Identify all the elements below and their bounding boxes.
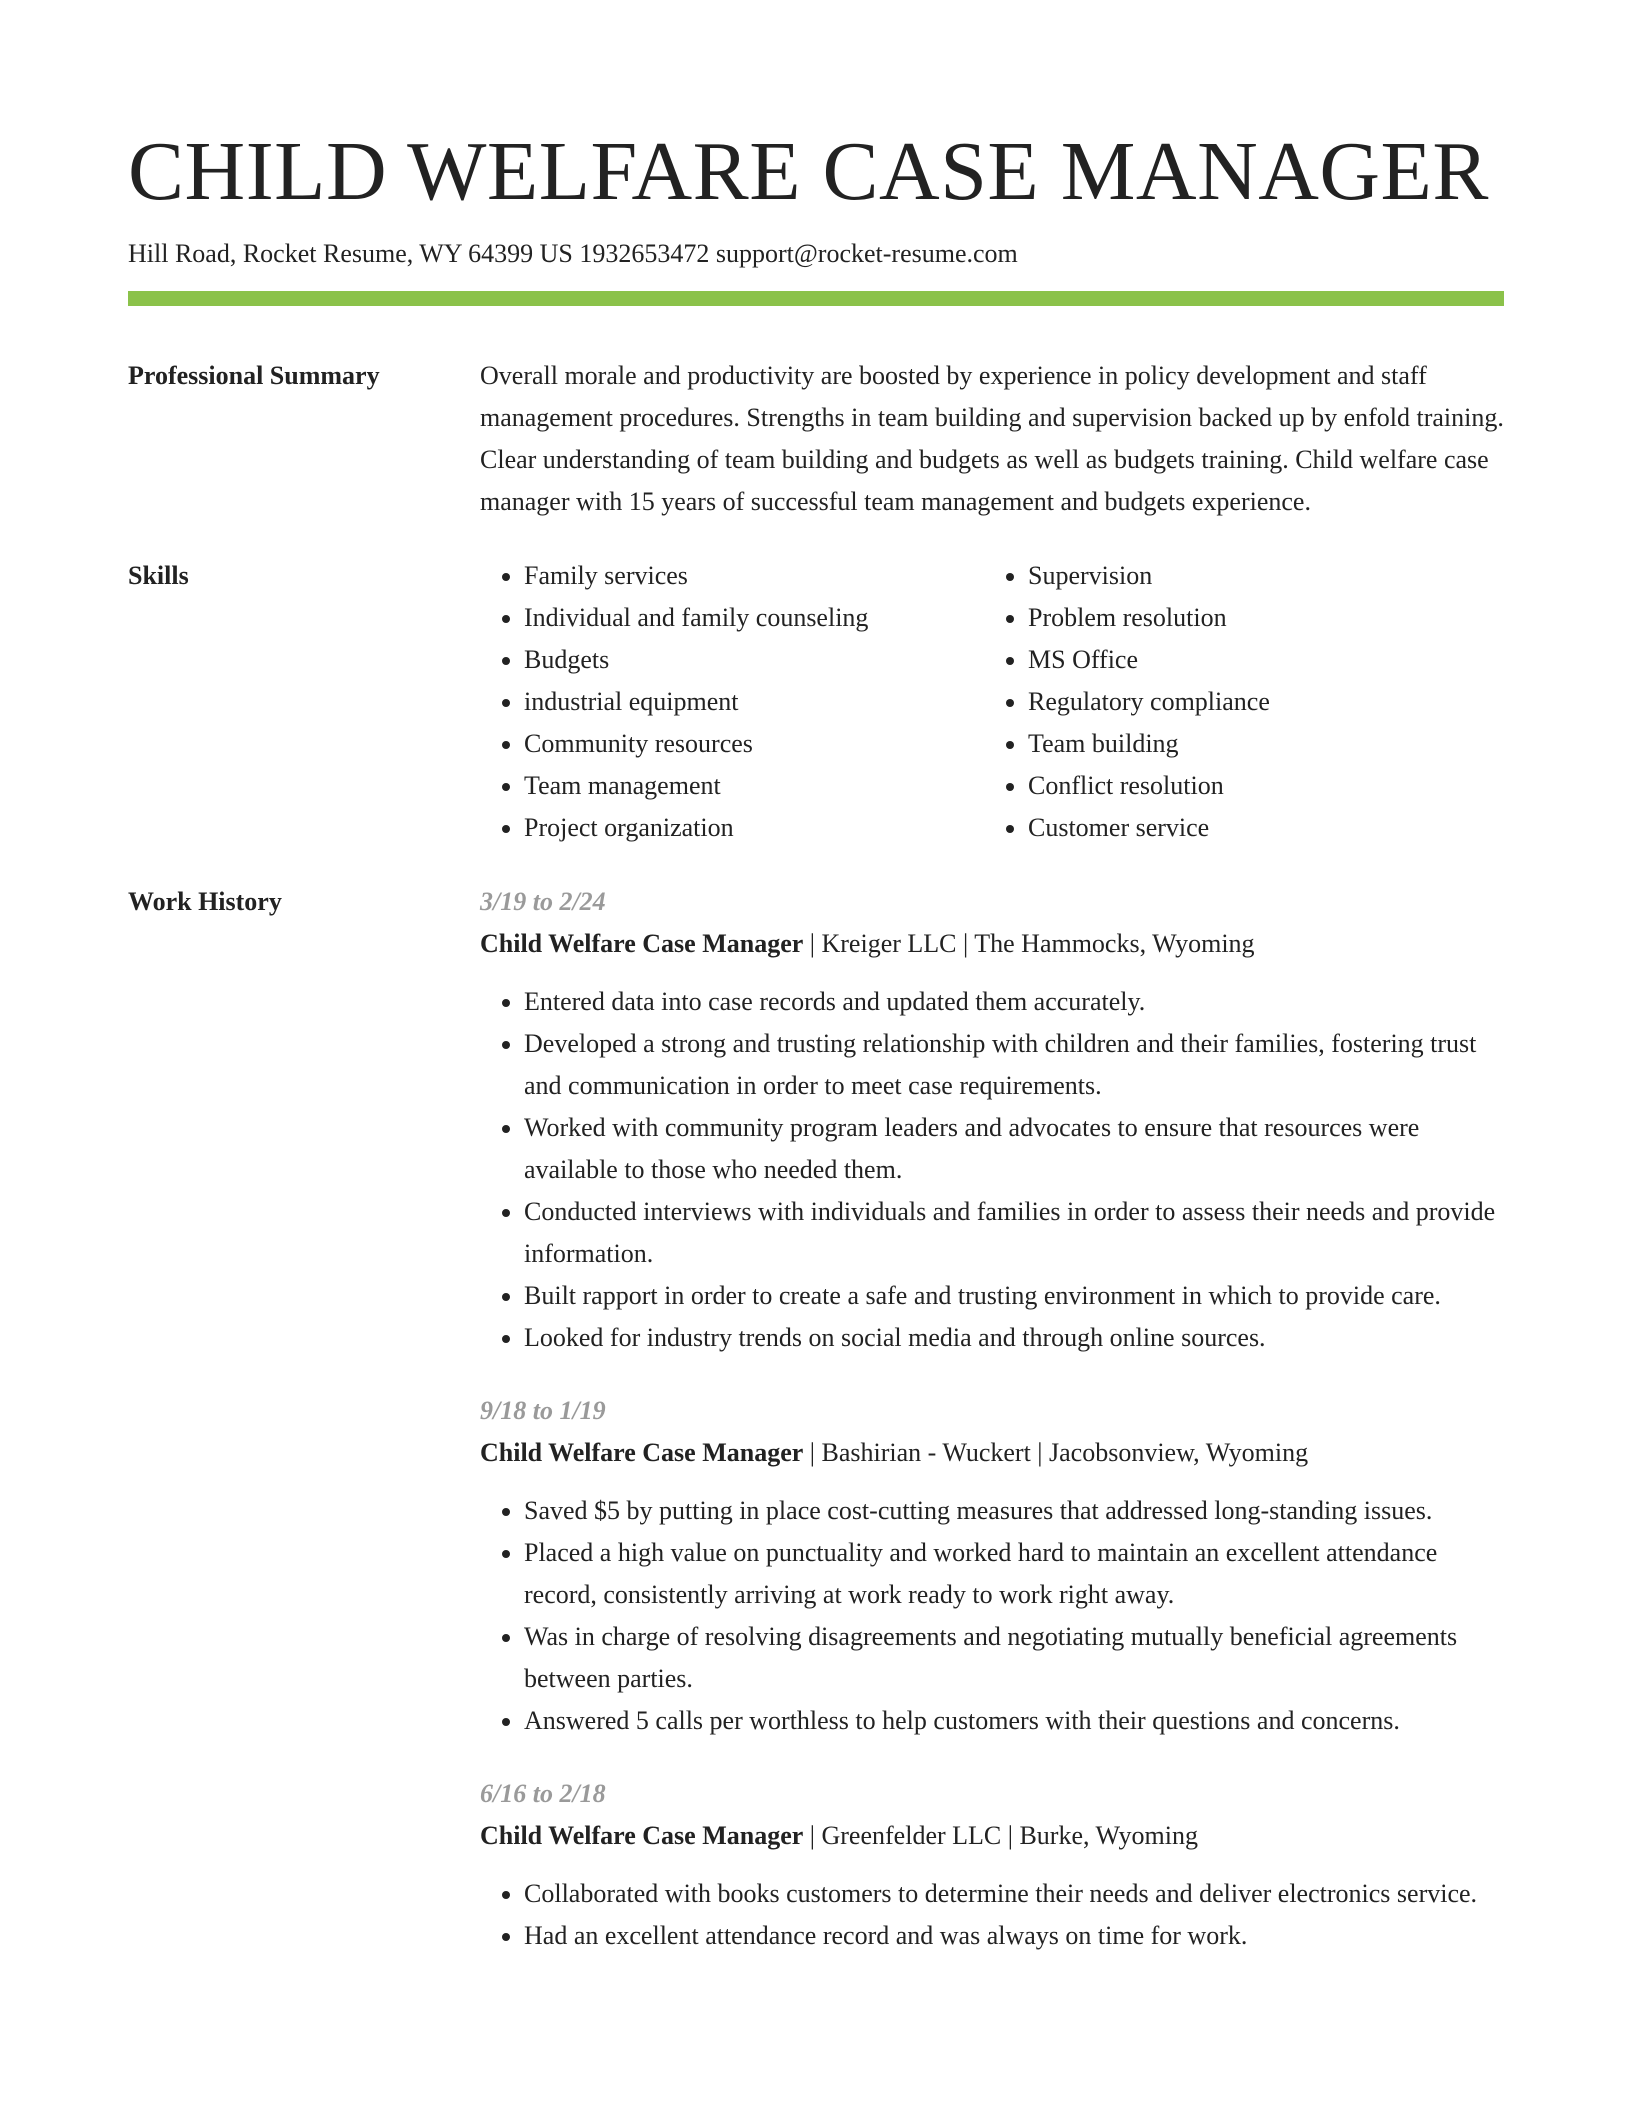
- skill-item: • Team management: [524, 765, 984, 807]
- skill-item: • Problem resolution: [1028, 597, 1488, 639]
- work-history-entries: [480, 881, 1504, 1957]
- job-bullet: • Conducted interviews with individuals and families in order to assess their needs and provide information.: [524, 1191, 1504, 1275]
- job-entry: [480, 1773, 1504, 1957]
- skill-item: • Team building: [1028, 723, 1488, 765]
- skill-item: • Supervision: [1028, 555, 1488, 597]
- skill-item: • Customer service: [1028, 807, 1488, 849]
- skill-item: • Conflict resolution: [1028, 765, 1488, 807]
- job-bullet: • Placed a high value on punctuality and worked hard to maintain an excellent attendance record, consistently arriving at work ready to work right away.: [524, 1532, 1504, 1616]
- job-bullet: • Collaborated with books customers to determine their needs and deliver electronics service.: [524, 1873, 1504, 1915]
- skill-item: • Individual and family counseling: [524, 597, 984, 639]
- job-employer-location: | Bashirian - Wuckert | Jacobsonview, Wyoming: [803, 1438, 1309, 1467]
- summary-text: Overall morale and productivity are boosted by experience in policy development and staff management procedures. Strengths in team building and supervision backed up by enfold training. Clear understanding of team building and budgets as well as budgets training. Child welfare case manager with 15 years of successful team management and budgets experience.: [480, 361, 1504, 516]
- job-bullet-list: [480, 1490, 1504, 1742]
- work-history-heading: Work History: [128, 887, 282, 916]
- job-title: Child Welfare Case Manager: [480, 929, 804, 958]
- skills-section: [128, 555, 1504, 849]
- job-bullet-list: [480, 1873, 1504, 1957]
- job-heading: [480, 1432, 1504, 1474]
- work-history-section: [128, 881, 1504, 1957]
- job-bullet: • Entered data into case records and updated them accurately.: [524, 981, 1504, 1023]
- job-entry: [480, 881, 1504, 1359]
- skill-item: • industrial equipment: [524, 681, 984, 723]
- contact-address: Hill Road, Rocket Resume, WY 64399 US: [128, 239, 573, 268]
- job-employer-location: | Greenfelder LLC | Burke, Wyoming: [803, 1821, 1198, 1850]
- job-heading: [480, 923, 1504, 965]
- contact-line: [128, 236, 1504, 272]
- job-dates: 9/18 to 1/19: [480, 1396, 606, 1425]
- job-title: Child Welfare Case Manager: [480, 1821, 804, 1850]
- job-bullet: • Worked with community program leaders and advocates to ensure that resources were available to those who needed them.: [524, 1107, 1504, 1191]
- job-bullet-list: [480, 981, 1504, 1359]
- job-heading: [480, 1815, 1504, 1857]
- skill-item: • Project organization: [524, 807, 984, 849]
- skills-columns: [480, 555, 1504, 849]
- skill-item: • Budgets: [524, 639, 984, 681]
- contact-email: support@rocket-resume.com: [715, 239, 1018, 268]
- skills-list-left: [480, 555, 984, 849]
- job-bullet: • Saved $5 by putting in place cost-cutting measures that addressed long-standing issues.: [524, 1490, 1504, 1532]
- job-bullet: • Built rapport in order to create a safe and trusting environment in which to provide care.: [524, 1275, 1504, 1317]
- job-dates: 6/16 to 2/18: [480, 1779, 606, 1808]
- summary-section: [128, 355, 1504, 523]
- resume-page: [128, 118, 1504, 1957]
- job-employer-location: | Kreiger LLC | The Hammocks, Wyoming: [803, 929, 1255, 958]
- skill-item: • Community resources: [524, 723, 984, 765]
- job-bullet: • Looked for industry trends on social media and through online sources.: [524, 1317, 1504, 1359]
- job-bullet: • Developed a strong and trusting relationship with children and their families, fostering trust and communication in order to meet case requirements.: [524, 1023, 1504, 1107]
- job-dates: 3/19 to 2/24: [480, 887, 606, 916]
- skill-item: • Family services: [524, 555, 984, 597]
- header-divider: [128, 291, 1504, 306]
- job-bullet: • Answered 5 calls per worthless to help customers with their questions and concerns.: [524, 1700, 1504, 1742]
- skills-list-right: [984, 555, 1488, 849]
- skills-heading: Skills: [128, 561, 189, 590]
- resume-title: CHILD WELFARE CASE MANAGER: [128, 125, 1489, 218]
- skill-item: • Regulatory compliance: [1028, 681, 1488, 723]
- job-title: Child Welfare Case Manager: [480, 1438, 804, 1467]
- contact-phone: 1932653472: [579, 239, 710, 268]
- job-bullet: • Was in charge of resolving disagreements and negotiating mutually beneficial agreements between parties.: [524, 1616, 1504, 1700]
- job-entry: [480, 1390, 1504, 1742]
- job-bullet: • Had an excellent attendance record and was always on time for work.: [524, 1915, 1504, 1957]
- skill-item: • MS Office: [1028, 639, 1488, 681]
- summary-heading: Professional Summary: [128, 361, 380, 390]
